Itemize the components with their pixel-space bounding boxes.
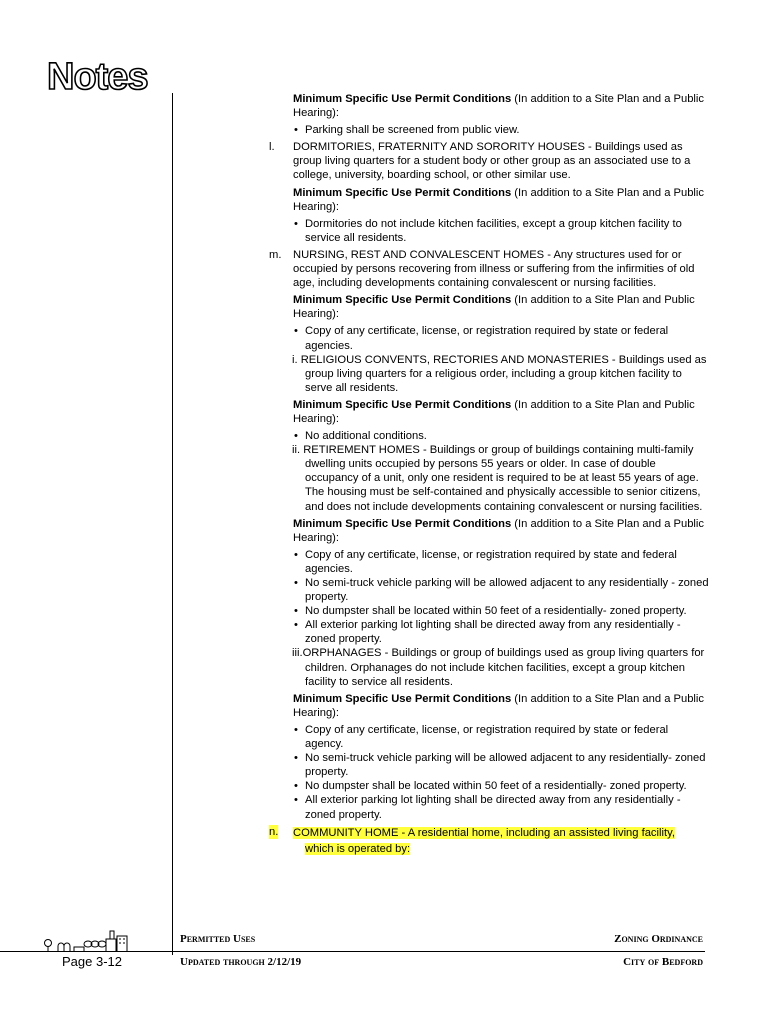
list-item [269, 576, 709, 604]
page-number: Page 3-12 [62, 954, 122, 969]
margin-divider [172, 93, 173, 955]
section-text: NURSING, REST AND CONVALESCENT HOMES - Any structures used for or occupied by persons recovering from illness or suffering from the infirmities of old age, including developments containing convalescent or nursing facilities. [293, 248, 695, 290]
bullet-icon: • [294, 325, 298, 338]
highlighted-text: COMMUNITY HOME - A residential home, including an assisted living facility, [293, 826, 675, 839]
list-item [269, 779, 709, 793]
subsection-iii: iii.ORPHANAGES - Buildings or group of buildings used as group living quarters for children. Orphanages do not include kitchen facilities, except a group kitchen facility to service all residents. [292, 647, 705, 688]
bullet-text: No additional conditions. [305, 430, 427, 443]
bullet-icon: • [294, 794, 298, 807]
conditions-label: Minimum Specific Use Permit Conditions [293, 186, 512, 199]
conditions-suffix: (In addition to a Site Plan and Public Hearing): [293, 294, 695, 321]
section-label: m. [269, 248, 282, 261]
conditions-label: Minimum Specific Use Permit Conditions [293, 517, 512, 530]
list-item [269, 604, 709, 618]
footer-updated-date: Updated through 2/12/19 [180, 956, 302, 968]
bullet-icon: • [294, 605, 298, 618]
bullet-text: No dumpster shall be located within 50 feet of a residentially- zoned property. [305, 780, 687, 793]
list-item [269, 751, 709, 779]
section-n [269, 825, 709, 857]
bullet-icon: • [294, 124, 298, 137]
conditions-heading [293, 517, 709, 545]
conditions-suffix: (In addition to a Site Plan and Public Hearing): [293, 398, 695, 425]
bullet-icon: • [294, 217, 298, 230]
bullet-icon: • [294, 752, 298, 765]
bullet-text: Copy of any certificate, license, or registration required by state or federal agencies. [305, 325, 669, 352]
conditions-heading [293, 692, 709, 720]
bullet-text: Copy of any certificate, license, or registration required by state and federal agencies. [305, 548, 677, 575]
bullet-icon: • [294, 780, 298, 793]
footer-section-title: Permitted Uses [180, 933, 256, 945]
bullet-text: No semi-truck vehicle parking will be allowed adjacent to any residentially - zoned property. [305, 577, 709, 604]
list-item [269, 217, 709, 245]
city-skyline-logo [40, 928, 132, 952]
bullet-icon: • [294, 577, 298, 589]
conditions-suffix: (In addition to a Site Plan and a Public Hearing): [293, 517, 705, 544]
conditions-heading [293, 92, 709, 120]
conditions-label: Minimum Specific Use Permit Conditions [293, 294, 512, 307]
footer-city-name: City of Bedford [623, 956, 703, 968]
section-label: l. [269, 141, 275, 154]
list-item [269, 324, 709, 352]
footer-document-title: Zoning Ordinance [614, 933, 703, 945]
subsection-ii: ii. RETIREMENT HOMES - Buildings or group of buildings containing multi-family dwelling units occupied by persons 55 years or older. In case of double occupancy of a unit, only one resident is required to be at least 55 years of age. The housing must be self-contained and physically accessible to senior citizens, and does not include developments containing convalescent or nursing facilities. [292, 444, 703, 513]
list-item [269, 618, 709, 646]
subsection-i: i. RELIGIOUS CONVENTS, RECTORIES AND MONASTERIES - Buildings used as group living quarters for a religious order, including a group kitchen facility to serve all residents. [292, 353, 707, 394]
bullet-text: No semi-truck vehicle parking will be allowed adjacent to any residentially- zoned property. [305, 752, 706, 779]
bullet-text: Dormitories do not include kitchen facilities, except a group kitchen facility to service all residents. [305, 217, 682, 244]
conditions-suffix: (In addition to a Site Plan and a Public Hearing): [293, 93, 705, 120]
footer-rule [175, 951, 705, 952]
bullet-text: Parking shall be screened from public view. [305, 124, 520, 137]
list-item [269, 123, 709, 137]
highlighted-text: which is operated by: [305, 842, 411, 855]
conditions-label: Minimum Specific Use Permit Conditions [293, 398, 512, 411]
list-item [269, 723, 709, 751]
bullet-text: Copy of any certificate, license, or registration required by state or federal agency. [305, 723, 669, 751]
bullet-icon: • [294, 723, 298, 736]
conditions-heading [293, 186, 709, 214]
list-item [269, 548, 709, 576]
bullet-icon: • [294, 430, 298, 443]
section-l [269, 140, 709, 182]
section-label: n. [269, 825, 279, 838]
conditions-suffix: (In addition to a Site Plan and a Public Hearing): [293, 692, 705, 719]
conditions-heading [293, 398, 709, 426]
section-text: DORMITORIES, FRATERNITY AND SORORITY HOUSES - Buildings used as group living quarters for a student body or other group as an associated use to a college, university, boarding school, or other similar use. [293, 141, 691, 182]
section-m [269, 248, 709, 290]
bullet-text: All exterior parking lot lighting shall be directed away from any residentially - zoned property. [305, 619, 681, 646]
conditions-label: Minimum Specific Use Permit Conditions [293, 692, 512, 705]
conditions-suffix: (In addition to a Site Plan and a Public Hearing): [293, 186, 705, 213]
conditions-heading [293, 293, 709, 321]
bullet-text: All exterior parking lot lighting shall be directed away from any residentially - zoned property. [305, 794, 681, 821]
list-item [269, 793, 709, 821]
conditions-label: Minimum Specific Use Permit Conditions [293, 93, 512, 105]
document-body [269, 92, 709, 857]
bullet-text: No dumpster shall be located within 50 feet of a residentially- zoned property. [305, 605, 687, 618]
bullet-icon: • [294, 619, 298, 632]
bullet-icon: • [294, 548, 298, 561]
list-item [269, 429, 709, 443]
footer-rule-left [0, 951, 175, 952]
notes-title: Notes [47, 56, 148, 98]
